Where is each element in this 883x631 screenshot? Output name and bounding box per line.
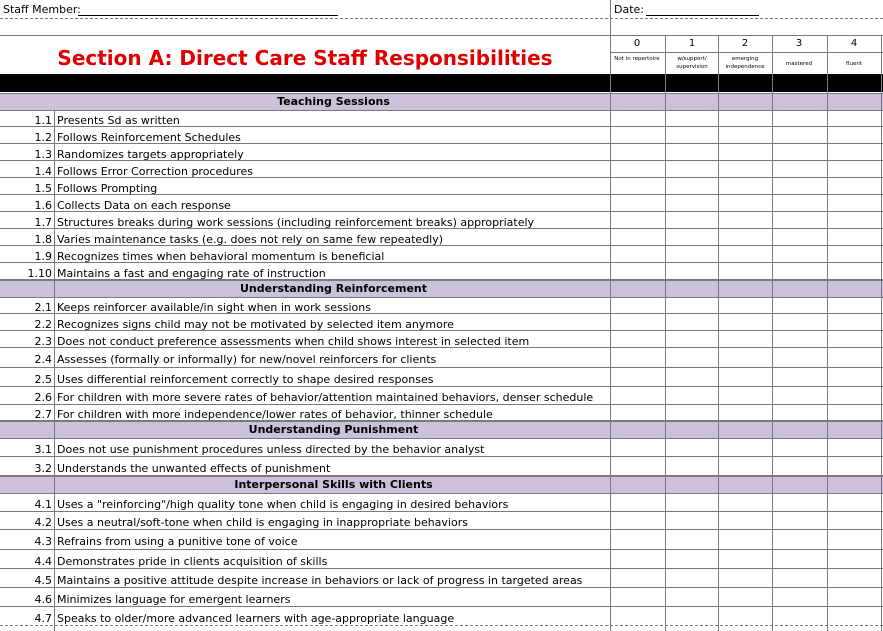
section-title: Section A: Direct Care Staff Responsibilities	[57, 46, 553, 70]
rating-cell[interactable]	[828, 438, 881, 456]
rating-cell[interactable]	[611, 144, 664, 160]
item-number: 1.3	[34, 148, 52, 161]
rating-cell[interactable]	[611, 212, 664, 228]
item-text: Understands the unwanted effects of punishment	[57, 462, 331, 475]
rating-cell[interactable]	[773, 161, 826, 177]
date-label: Date:	[614, 3, 644, 16]
item-number: 1.8	[34, 233, 52, 246]
rating-cell[interactable]	[666, 569, 719, 587]
rating-cell[interactable]	[666, 387, 719, 404]
item-number: 1.2	[34, 131, 52, 144]
checklist-row	[0, 297, 883, 314]
rating-cell[interactable]	[611, 530, 664, 549]
rating-cell[interactable]	[719, 331, 772, 347]
rating-cell[interactable]	[611, 229, 664, 245]
item-text: Demonstrates pride in clients acquisition of skills	[57, 555, 328, 568]
rating-cell[interactable]	[828, 348, 881, 367]
rating-cell[interactable]	[611, 348, 664, 367]
rating-cell[interactable]	[828, 314, 881, 330]
item-number: 3.1	[34, 443, 52, 456]
rating-cell[interactable]	[611, 178, 664, 194]
rating-cell[interactable]	[719, 569, 772, 587]
rating-cell[interactable]	[666, 263, 719, 279]
rating-cell[interactable]	[828, 457, 881, 475]
rating-cell[interactable]	[773, 178, 826, 194]
item-number: 2.2	[34, 318, 52, 331]
rating-cell[interactable]	[773, 368, 826, 386]
rating-cell[interactable]	[611, 297, 664, 313]
item-text: Refrains from using a punitive tone of voice	[57, 535, 298, 548]
item-text: Follows Prompting	[57, 182, 158, 195]
rating-cell[interactable]	[828, 569, 881, 587]
section-band	[0, 93, 883, 111]
checklist-row	[0, 161, 883, 178]
item-text: Follows Error Correction procedures	[57, 165, 253, 178]
item-number: 4.4	[34, 555, 52, 568]
rating-cell[interactable]	[719, 550, 772, 568]
date-field[interactable]	[646, 15, 759, 16]
item-text: Keeps reinforcer available/in sight when in work sessions	[57, 301, 371, 314]
rating-cell[interactable]	[666, 161, 719, 177]
rating-cell[interactable]	[828, 178, 881, 194]
rating-cell[interactable]	[828, 493, 881, 511]
checklist-row	[0, 569, 883, 588]
rating-column-number: 2	[741, 38, 749, 49]
rating-cell[interactable]	[719, 263, 772, 279]
rating-cell[interactable]	[611, 405, 664, 420]
section-heading: Teaching Sessions	[277, 95, 390, 108]
item-text: Uses a "reinforcing"/high quality tone when child is engaging in desired behaviors	[57, 498, 509, 511]
rating-cell[interactable]	[611, 588, 664, 606]
rating-cell[interactable]	[666, 348, 719, 367]
rating-cell[interactable]	[719, 493, 772, 511]
rating-cell[interactable]	[773, 246, 826, 262]
rating-cell[interactable]	[719, 457, 772, 475]
rating-cell[interactable]	[828, 387, 881, 404]
rating-cell[interactable]	[611, 368, 664, 386]
item-text: Uses differential reinforcement correctly to shape desired responses	[57, 373, 434, 386]
checklist-row	[0, 144, 883, 161]
checklist-row	[0, 246, 883, 263]
item-number: 2.4	[34, 353, 52, 366]
rating-column-label: emerging independence	[725, 56, 765, 70]
rating-cell[interactable]	[773, 263, 826, 279]
rating-cell[interactable]	[773, 588, 826, 606]
item-number: 2.6	[34, 391, 52, 404]
item-number: 4.6	[34, 593, 52, 606]
checklist-row	[0, 331, 883, 348]
staff-member-label: Staff Member:	[3, 3, 81, 16]
rating-column-label: fluent	[846, 61, 862, 67]
rating-cell[interactable]	[773, 127, 826, 143]
checklist-row	[0, 438, 883, 457]
item-number: 2.3	[34, 335, 52, 348]
item-number: 2.5	[34, 373, 52, 386]
item-text: Uses a neutral/soft-tone when child is engaging in inappropriate behaviors	[57, 516, 468, 529]
rating-cell[interactable]	[611, 246, 664, 262]
item-number: 4.2	[34, 516, 52, 529]
item-text: Maintains a fast and engaging rate of instruction	[57, 267, 326, 280]
rating-cell[interactable]	[611, 387, 664, 404]
rating-cell[interactable]	[719, 246, 772, 262]
rating-cell[interactable]	[611, 314, 664, 330]
checklist-row	[0, 368, 883, 387]
section-heading: Understanding Punishment	[248, 423, 419, 436]
checklist-row	[0, 550, 883, 569]
rating-cell[interactable]	[719, 314, 772, 330]
rating-cell[interactable]	[828, 127, 881, 143]
checklist-row	[0, 457, 883, 476]
checklist-row	[0, 229, 883, 246]
rating-cell[interactable]	[828, 229, 881, 245]
rating-cell[interactable]	[611, 331, 664, 347]
rating-cell[interactable]	[611, 569, 664, 587]
rating-cell[interactable]	[666, 212, 719, 228]
rating-cell[interactable]	[773, 297, 826, 313]
item-text: Minimizes language for emergent learners	[57, 593, 291, 606]
rating-cell[interactable]	[611, 438, 664, 456]
item-number: 4.7	[34, 612, 52, 625]
item-text: Randomizes targets appropriately	[57, 148, 244, 161]
item-text: Recognizes signs child may not be motivated by selected item anymore	[57, 318, 454, 331]
rating-cell[interactable]	[828, 297, 881, 313]
rating-cell[interactable]	[611, 512, 664, 529]
item-text: Follows Reinforcement Schedules	[57, 131, 241, 144]
item-text: Collects Data on each response	[57, 199, 231, 212]
rating-cell[interactable]	[719, 588, 772, 606]
rating-cell[interactable]	[719, 195, 772, 211]
rating-cell[interactable]	[719, 297, 772, 313]
rating-cell[interactable]	[719, 348, 772, 367]
item-number: 3.2	[34, 462, 52, 475]
checklist-row	[0, 127, 883, 144]
item-number: 1.1	[34, 114, 52, 127]
item-number: 4.5	[34, 574, 52, 587]
rating-cell[interactable]	[666, 331, 719, 347]
item-number: 4.3	[34, 535, 52, 548]
rating-cell[interactable]	[666, 493, 719, 511]
item-text: Maintains a positive attitude despite increase in behaviors or lack of progress in targeted areas	[57, 574, 583, 587]
divider-bar	[0, 74, 883, 92]
rating-cell[interactable]	[611, 127, 664, 143]
section-band	[0, 421, 883, 439]
checklist-row	[0, 195, 883, 212]
rating-cell[interactable]	[828, 607, 881, 625]
checklist-row	[0, 178, 883, 195]
checklist-row	[0, 348, 883, 368]
rating-cell[interactable]	[773, 195, 826, 211]
item-number: 1.5	[34, 182, 52, 195]
rating-cell[interactable]	[828, 368, 881, 386]
rating-cell[interactable]	[611, 550, 664, 568]
item-text: Assesses (formally or informally) for new/novel reinforcers for clients	[57, 353, 437, 366]
item-number: 1.4	[34, 165, 52, 178]
item-number: 1.6	[34, 199, 52, 212]
rating-cell[interactable]	[719, 212, 772, 228]
rating-cell[interactable]	[828, 263, 881, 279]
section-heading: Interpersonal Skills with Clients	[234, 478, 433, 491]
rating-cell[interactable]	[773, 144, 826, 160]
checklist-row	[0, 530, 883, 550]
rating-cell[interactable]	[719, 110, 772, 126]
rating-column-number: 1	[688, 38, 696, 49]
rating-cell[interactable]	[773, 405, 826, 420]
rating-cell[interactable]	[719, 161, 772, 177]
rating-cell[interactable]	[666, 607, 719, 625]
rating-cell[interactable]	[828, 405, 881, 420]
item-text: For children with more independence/lower rates of behavior, thinner schedule	[57, 408, 493, 421]
item-number: 1.7	[34, 216, 52, 229]
rating-cell[interactable]	[773, 212, 826, 228]
item-text: Structures breaks during work sessions (including reinforcement breaks) appropriately	[57, 216, 535, 229]
rating-cell[interactable]	[666, 550, 719, 568]
rating-cell[interactable]	[611, 161, 664, 177]
rating-cell[interactable]	[611, 493, 664, 511]
rating-cell[interactable]	[666, 438, 719, 456]
rating-cell[interactable]	[828, 110, 881, 126]
rating-cell[interactable]	[773, 229, 826, 245]
rating-cell[interactable]	[773, 314, 826, 330]
staff-member-field[interactable]	[78, 15, 338, 16]
checklist-row	[0, 387, 883, 405]
rating-cell[interactable]	[828, 195, 881, 211]
section-heading: Understanding Reinforcement	[239, 282, 428, 295]
rating-cell[interactable]	[828, 512, 881, 529]
rating-cell[interactable]	[773, 110, 826, 126]
rating-cell[interactable]	[828, 144, 881, 160]
rating-cell[interactable]	[828, 530, 881, 549]
item-text: Recognizes times when behavioral momentum is beneficial	[57, 250, 385, 263]
rating-column-number: 4	[850, 38, 858, 49]
rating-cell[interactable]	[666, 405, 719, 420]
rating-cell[interactable]	[719, 229, 772, 245]
rating-cell[interactable]	[719, 405, 772, 420]
rating-cell[interactable]	[666, 297, 719, 313]
rating-cell[interactable]	[719, 368, 772, 386]
checklist-row	[0, 263, 883, 280]
rating-cell[interactable]	[773, 348, 826, 367]
rating-cell[interactable]	[611, 607, 664, 625]
item-number: 1.10	[27, 267, 52, 280]
item-text: Presents Sd as written	[57, 114, 180, 127]
item-number: 4.1	[34, 498, 52, 511]
rating-cell[interactable]	[611, 110, 664, 126]
rating-cell[interactable]	[719, 530, 772, 549]
rating-cell[interactable]	[666, 314, 719, 330]
rating-cell[interactable]	[611, 457, 664, 475]
rating-cell[interactable]	[611, 263, 664, 279]
rating-column-number: 0	[633, 38, 641, 49]
rating-column-label: w/support/ supervision	[676, 56, 708, 70]
rating-cell[interactable]	[773, 550, 826, 568]
checklist-row	[0, 212, 883, 229]
checklist-row	[0, 110, 883, 127]
checklist-row	[0, 607, 883, 626]
rating-cell[interactable]	[666, 512, 719, 529]
rating-cell[interactable]	[666, 195, 719, 211]
checklist-row	[0, 314, 883, 331]
rating-cell[interactable]	[719, 144, 772, 160]
rating-cell[interactable]	[666, 178, 719, 194]
section-band	[0, 476, 883, 494]
rating-cell[interactable]	[719, 127, 772, 143]
rating-cell[interactable]	[666, 229, 719, 245]
rating-cell[interactable]	[719, 607, 772, 625]
item-text: Does not use punishment procedures unless directed by the behavior analyst	[57, 443, 485, 456]
rating-cell[interactable]	[828, 212, 881, 228]
rating-cell[interactable]	[666, 530, 719, 549]
rating-cell[interactable]	[773, 387, 826, 404]
rating-cell[interactable]	[719, 178, 772, 194]
rating-column-label: Not in repertoire	[614, 56, 660, 62]
rating-cell[interactable]	[773, 331, 826, 347]
section-band	[0, 280, 883, 298]
rating-column-label: mastered	[785, 61, 813, 67]
rating-cell[interactable]	[773, 512, 826, 529]
rating-column-number: 3	[795, 38, 803, 49]
rating-cell[interactable]	[828, 331, 881, 347]
rating-cell[interactable]	[666, 110, 719, 126]
rating-cell[interactable]	[611, 195, 664, 211]
rating-cell[interactable]	[666, 127, 719, 143]
rating-cell[interactable]	[828, 246, 881, 262]
rating-cell[interactable]	[773, 607, 826, 625]
rating-cell[interactable]	[828, 550, 881, 568]
item-text: Does not conduct preference assessments when child shows interest in selected item	[57, 335, 530, 348]
checklist-row	[0, 512, 883, 530]
rating-cell[interactable]	[773, 493, 826, 511]
rating-cell[interactable]	[666, 588, 719, 606]
rating-cell[interactable]	[773, 530, 826, 549]
rating-cell[interactable]	[773, 457, 826, 475]
rating-cell[interactable]	[666, 457, 719, 475]
rating-cell[interactable]	[719, 387, 772, 404]
rating-cell[interactable]	[719, 438, 772, 456]
checklist-row	[0, 405, 883, 421]
rating-cell[interactable]	[773, 438, 826, 456]
item-number: 1.9	[34, 250, 52, 263]
rating-cell[interactable]	[773, 569, 826, 587]
rating-cell[interactable]	[719, 512, 772, 529]
rating-cell[interactable]	[666, 144, 719, 160]
rating-cell[interactable]	[828, 161, 881, 177]
item-number: 2.7	[34, 408, 52, 421]
item-text: Varies maintenance tasks (e.g. does not rely on same few repeatedly)	[57, 233, 444, 246]
rating-cell[interactable]	[828, 588, 881, 606]
checklist-row	[0, 493, 883, 512]
rating-cell[interactable]	[666, 246, 719, 262]
item-text: For children with more severe rates of behavior/attention maintained behaviors, denser schedule	[57, 391, 594, 404]
item-number: 2.1	[34, 301, 52, 314]
checklist-row	[0, 588, 883, 607]
item-text: Speaks to older/more advanced learners with age-appropriate language	[57, 612, 455, 625]
rating-cell[interactable]	[666, 368, 719, 386]
